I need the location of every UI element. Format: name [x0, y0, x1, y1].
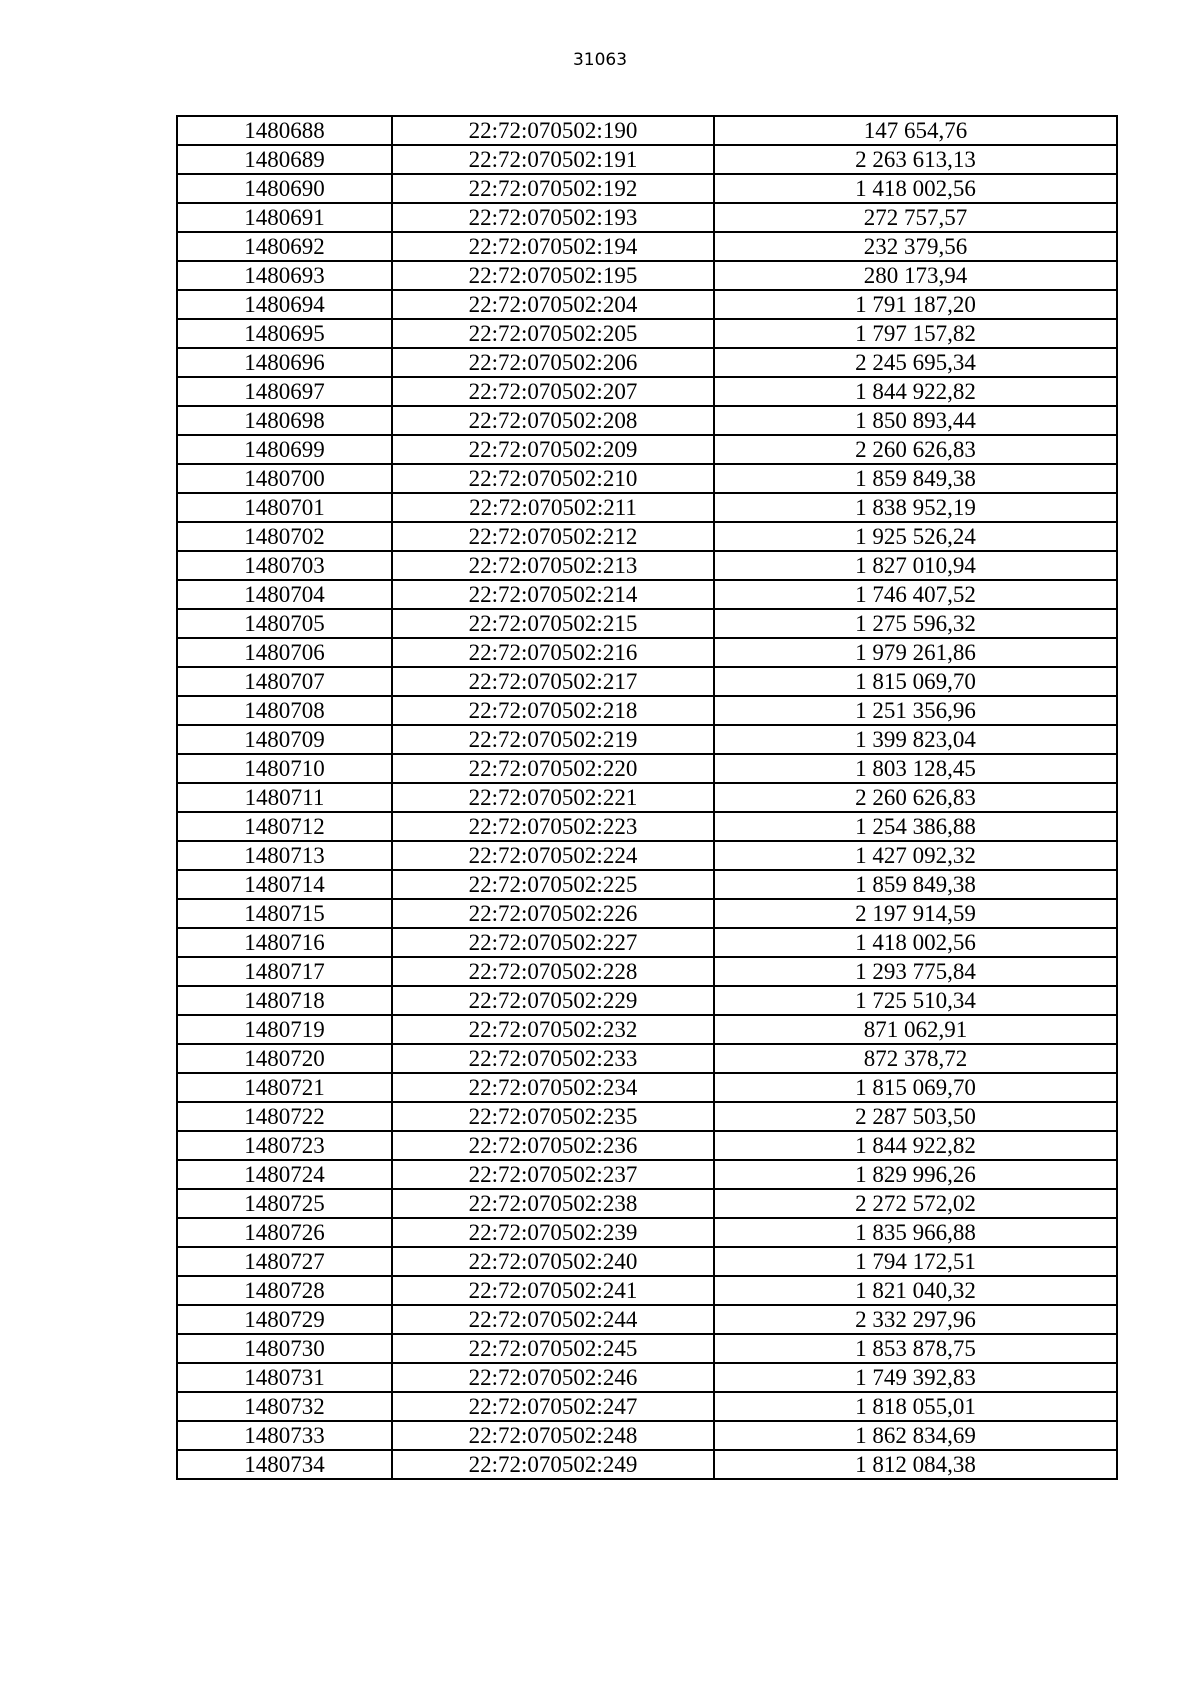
- cadastral-number-cell: 22:72:070502:193: [392, 203, 714, 232]
- table-row: [177, 522, 1117, 551]
- value-cell: 1 925 526,24: [714, 522, 1117, 551]
- value-cell: 1 418 002,56: [714, 928, 1117, 957]
- table-row: [177, 1160, 1117, 1189]
- cadastral-number-cell: 22:72:070502:208: [392, 406, 714, 435]
- cadastral-number-cell: 22:72:070502:212: [392, 522, 714, 551]
- page-number: 31063: [572, 50, 628, 70]
- table-row: [177, 435, 1117, 464]
- table-row: [177, 725, 1117, 754]
- cadastral-number-cell: 22:72:070502:245: [392, 1334, 714, 1363]
- cadastral-number-cell: 22:72:070502:207: [392, 377, 714, 406]
- cadastral-number-cell: 22:72:070502:247: [392, 1392, 714, 1421]
- cadastral-number-cell: 22:72:070502:237: [392, 1160, 714, 1189]
- cadastral-number-cell: 22:72:070502:219: [392, 725, 714, 754]
- row-number-cell: 1480716: [177, 928, 392, 957]
- row-number-cell: 1480731: [177, 1363, 392, 1392]
- row-number-cell: 1480689: [177, 145, 392, 174]
- table-row: [177, 1276, 1117, 1305]
- table-row: [177, 783, 1117, 812]
- table-row: [177, 957, 1117, 986]
- row-number-cell: 1480695: [177, 319, 392, 348]
- value-cell: 1 251 356,96: [714, 696, 1117, 725]
- row-number-cell: 1480719: [177, 1015, 392, 1044]
- cadastral-number-cell: 22:72:070502:249: [392, 1450, 714, 1479]
- cadastral-number-cell: 22:72:070502:214: [392, 580, 714, 609]
- value-cell: 1 844 922,82: [714, 1131, 1117, 1160]
- cadastral-number-cell: 22:72:070502:246: [392, 1363, 714, 1392]
- row-number-cell: 1480692: [177, 232, 392, 261]
- cadastral-number-cell: 22:72:070502:204: [392, 290, 714, 319]
- row-number-cell: 1480717: [177, 957, 392, 986]
- row-number-cell: 1480712: [177, 812, 392, 841]
- table-row: [177, 928, 1117, 957]
- value-cell: 1 399 823,04: [714, 725, 1117, 754]
- value-cell: 232 379,56: [714, 232, 1117, 261]
- row-number-cell: 1480711: [177, 783, 392, 812]
- value-cell: 2 260 626,83: [714, 435, 1117, 464]
- value-cell: 2 287 503,50: [714, 1102, 1117, 1131]
- value-cell: 1 853 878,75: [714, 1334, 1117, 1363]
- row-number-cell: 1480723: [177, 1131, 392, 1160]
- table-row: [177, 203, 1117, 232]
- value-cell: 272 757,57: [714, 203, 1117, 232]
- value-cell: 1 293 775,84: [714, 957, 1117, 986]
- table-row: [177, 1334, 1117, 1363]
- row-number-cell: 1480704: [177, 580, 392, 609]
- row-number-cell: 1480725: [177, 1189, 392, 1218]
- cadastral-number-cell: 22:72:070502:248: [392, 1421, 714, 1450]
- value-cell: 1 979 261,86: [714, 638, 1117, 667]
- table-row: [177, 841, 1117, 870]
- table-row: [177, 174, 1117, 203]
- cadastral-number-cell: 22:72:070502:213: [392, 551, 714, 580]
- row-number-cell: 1480691: [177, 203, 392, 232]
- cadastral-number-cell: 22:72:070502:238: [392, 1189, 714, 1218]
- row-number-cell: 1480688: [177, 116, 392, 145]
- table-row: [177, 1247, 1117, 1276]
- row-number-cell: 1480706: [177, 638, 392, 667]
- table-row: [177, 638, 1117, 667]
- row-number-cell: 1480721: [177, 1073, 392, 1102]
- row-number-cell: 1480690: [177, 174, 392, 203]
- row-number-cell: 1480705: [177, 609, 392, 638]
- cadastral-number-cell: 22:72:070502:220: [392, 754, 714, 783]
- value-cell: 1 794 172,51: [714, 1247, 1117, 1276]
- cadastral-number-cell: 22:72:070502:190: [392, 116, 714, 145]
- value-cell: 872 378,72: [714, 1044, 1117, 1073]
- cadastral-number-cell: 22:72:070502:194: [392, 232, 714, 261]
- value-cell: 1 821 040,32: [714, 1276, 1117, 1305]
- cadastral-number-cell: 22:72:070502:232: [392, 1015, 714, 1044]
- row-number-cell: 1480732: [177, 1392, 392, 1421]
- cadastral-number-cell: 22:72:070502:241: [392, 1276, 714, 1305]
- value-cell: 1 829 996,26: [714, 1160, 1117, 1189]
- row-number-cell: 1480718: [177, 986, 392, 1015]
- value-cell: 2 263 613,13: [714, 145, 1117, 174]
- table-row: [177, 261, 1117, 290]
- table-row: [177, 319, 1117, 348]
- value-cell: 1 859 849,38: [714, 464, 1117, 493]
- row-number-cell: 1480728: [177, 1276, 392, 1305]
- row-number-cell: 1480696: [177, 348, 392, 377]
- cadastral-number-cell: 22:72:070502:224: [392, 841, 714, 870]
- value-cell: 1 418 002,56: [714, 174, 1117, 203]
- cadastral-number-cell: 22:72:070502:195: [392, 261, 714, 290]
- table-row: [177, 1363, 1117, 1392]
- row-number-cell: 1480703: [177, 551, 392, 580]
- row-number-cell: 1480694: [177, 290, 392, 319]
- cadastral-number-cell: 22:72:070502:227: [392, 928, 714, 957]
- value-cell: 2 272 572,02: [714, 1189, 1117, 1218]
- table-row: [177, 493, 1117, 522]
- table-row: [177, 899, 1117, 928]
- cadastral-number-cell: 22:72:070502:211: [392, 493, 714, 522]
- table-row: [177, 290, 1117, 319]
- value-cell: 1 827 010,94: [714, 551, 1117, 580]
- row-number-cell: 1480709: [177, 725, 392, 754]
- cadastral-number-cell: 22:72:070502:226: [392, 899, 714, 928]
- value-cell: 1 818 055,01: [714, 1392, 1117, 1421]
- cadastral-number-cell: 22:72:070502:205: [392, 319, 714, 348]
- cadastral-number-cell: 22:72:070502:240: [392, 1247, 714, 1276]
- cadastral-number-cell: 22:72:070502:217: [392, 667, 714, 696]
- table-row: [177, 116, 1117, 145]
- row-number-cell: 1480699: [177, 435, 392, 464]
- table-row: [177, 1218, 1117, 1247]
- table-row: [177, 464, 1117, 493]
- value-cell: 1 803 128,45: [714, 754, 1117, 783]
- cadastral-number-cell: 22:72:070502:236: [392, 1131, 714, 1160]
- row-number-cell: 1480729: [177, 1305, 392, 1334]
- table-row: [177, 1102, 1117, 1131]
- value-cell: 1 746 407,52: [714, 580, 1117, 609]
- value-cell: 1 254 386,88: [714, 812, 1117, 841]
- value-cell: 1 797 157,82: [714, 319, 1117, 348]
- data-table: [176, 115, 1118, 1480]
- cadastral-number-cell: 22:72:070502:239: [392, 1218, 714, 1247]
- value-cell: 1 427 092,32: [714, 841, 1117, 870]
- row-number-cell: 1480698: [177, 406, 392, 435]
- cadastral-number-cell: 22:72:070502:209: [392, 435, 714, 464]
- row-number-cell: 1480707: [177, 667, 392, 696]
- table-body: [177, 116, 1117, 1479]
- cadastral-number-cell: 22:72:070502:244: [392, 1305, 714, 1334]
- cadastral-number-cell: 22:72:070502:235: [392, 1102, 714, 1131]
- row-number-cell: 1480720: [177, 1044, 392, 1073]
- value-cell: 1 749 392,83: [714, 1363, 1117, 1392]
- cadastral-number-cell: 22:72:070502:221: [392, 783, 714, 812]
- row-number-cell: 1480693: [177, 261, 392, 290]
- cadastral-number-cell: 22:72:070502:218: [392, 696, 714, 725]
- table-row: [177, 1044, 1117, 1073]
- table-row: [177, 1421, 1117, 1450]
- table-row: [177, 1305, 1117, 1334]
- table-row: [177, 1392, 1117, 1421]
- row-number-cell: 1480708: [177, 696, 392, 725]
- value-cell: 1 815 069,70: [714, 1073, 1117, 1102]
- value-cell: 147 654,76: [714, 116, 1117, 145]
- value-cell: 1 815 069,70: [714, 667, 1117, 696]
- table-row: [177, 986, 1117, 1015]
- row-number-cell: 1480715: [177, 899, 392, 928]
- table-row: [177, 348, 1117, 377]
- value-cell: 1 725 510,34: [714, 986, 1117, 1015]
- value-cell: 1 838 952,19: [714, 493, 1117, 522]
- value-cell: 2 245 695,34: [714, 348, 1117, 377]
- row-number-cell: 1480733: [177, 1421, 392, 1450]
- cadastral-number-cell: 22:72:070502:192: [392, 174, 714, 203]
- value-cell: 1 850 893,44: [714, 406, 1117, 435]
- row-number-cell: 1480714: [177, 870, 392, 899]
- row-number-cell: 1480702: [177, 522, 392, 551]
- cadastral-number-cell: 22:72:070502:191: [392, 145, 714, 174]
- value-cell: 871 062,91: [714, 1015, 1117, 1044]
- value-cell: 280 173,94: [714, 261, 1117, 290]
- row-number-cell: 1480730: [177, 1334, 392, 1363]
- row-number-cell: 1480722: [177, 1102, 392, 1131]
- row-number-cell: 1480727: [177, 1247, 392, 1276]
- table-row: [177, 609, 1117, 638]
- table-row: [177, 870, 1117, 899]
- table-row: [177, 1015, 1117, 1044]
- table-row: [177, 232, 1117, 261]
- table-row: [177, 580, 1117, 609]
- row-number-cell: 1480724: [177, 1160, 392, 1189]
- cadastral-number-cell: 22:72:070502:206: [392, 348, 714, 377]
- table-row: [177, 377, 1117, 406]
- table-row: [177, 1189, 1117, 1218]
- table-row: [177, 1131, 1117, 1160]
- value-cell: 1 859 849,38: [714, 870, 1117, 899]
- value-cell: 1 275 596,32: [714, 609, 1117, 638]
- table-row: [177, 812, 1117, 841]
- value-cell: 1 835 966,88: [714, 1218, 1117, 1247]
- table-row: [177, 1073, 1117, 1102]
- value-cell: 1 844 922,82: [714, 377, 1117, 406]
- value-cell: 2 197 914,59: [714, 899, 1117, 928]
- cadastral-number-cell: 22:72:070502:216: [392, 638, 714, 667]
- cadastral-number-cell: 22:72:070502:233: [392, 1044, 714, 1073]
- table-row: [177, 754, 1117, 783]
- row-number-cell: 1480700: [177, 464, 392, 493]
- row-number-cell: 1480710: [177, 754, 392, 783]
- table-row: [177, 145, 1117, 174]
- row-number-cell: 1480697: [177, 377, 392, 406]
- value-cell: 1 862 834,69: [714, 1421, 1117, 1450]
- table-row: [177, 1450, 1117, 1479]
- row-number-cell: 1480713: [177, 841, 392, 870]
- cadastral-number-cell: 22:72:070502:215: [392, 609, 714, 638]
- value-cell: 1 791 187,20: [714, 290, 1117, 319]
- row-number-cell: 1480734: [177, 1450, 392, 1479]
- table-row: [177, 551, 1117, 580]
- cadastral-number-cell: 22:72:070502:228: [392, 957, 714, 986]
- row-number-cell: 1480726: [177, 1218, 392, 1247]
- cadastral-number-cell: 22:72:070502:223: [392, 812, 714, 841]
- cadastral-number-cell: 22:72:070502:229: [392, 986, 714, 1015]
- table-row: [177, 406, 1117, 435]
- row-number-cell: 1480701: [177, 493, 392, 522]
- value-cell: 2 260 626,83: [714, 783, 1117, 812]
- table-row: [177, 667, 1117, 696]
- cadastral-number-cell: 22:72:070502:234: [392, 1073, 714, 1102]
- cadastral-number-cell: 22:72:070502:225: [392, 870, 714, 899]
- value-cell: 1 812 084,38: [714, 1450, 1117, 1479]
- table-row: [177, 696, 1117, 725]
- cadastral-number-cell: 22:72:070502:210: [392, 464, 714, 493]
- value-cell: 2 332 297,96: [714, 1305, 1117, 1334]
